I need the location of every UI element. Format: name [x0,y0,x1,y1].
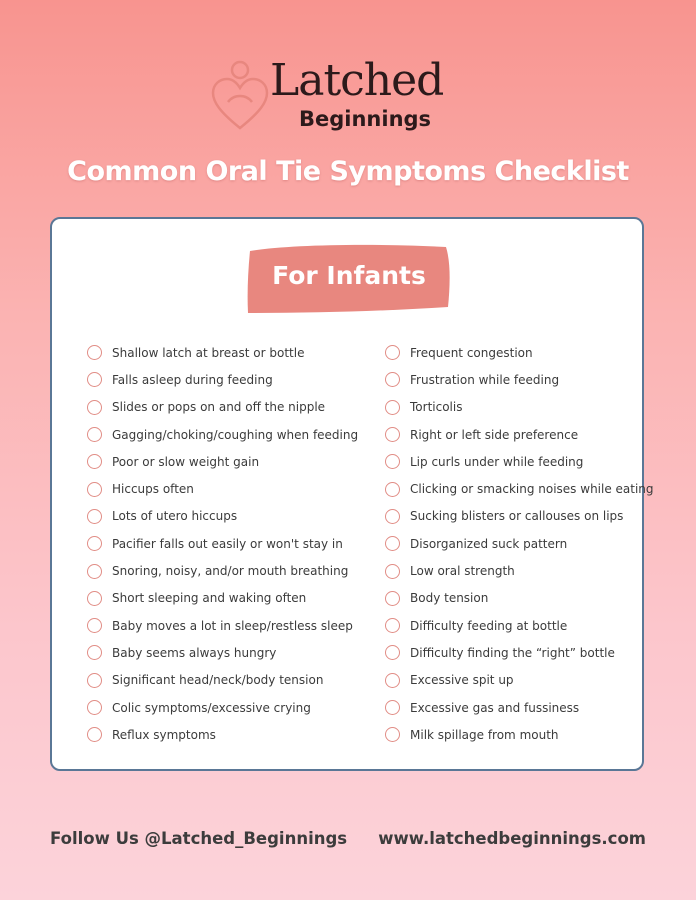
checkbox-circle-icon[interactable] [87,427,102,442]
checkbox-circle-icon[interactable] [87,727,102,742]
checklist-item[interactable] [385,530,654,557]
checklist-item[interactable] [87,585,358,612]
checklist-item-label: Baby seems always hungry [112,645,277,660]
checklist-item[interactable] [87,639,358,666]
checklist-item-label: Difficulty feeding at bottle [410,618,568,633]
checkbox-circle-icon[interactable] [385,645,400,660]
checklist-item[interactable] [385,639,654,666]
checklist-item-label: Excessive gas and fussiness [410,700,580,715]
checklist-item-label: Low oral strength [410,564,515,579]
checklist-item-label: Lots of utero hiccups [112,509,238,524]
checkbox-circle-icon[interactable] [87,673,102,688]
checklist-item-label: Pacifier falls out easily or won't stay in [112,536,343,551]
checklist-item-label: Body tension [410,591,489,606]
page-title: Common Oral Tie Symptoms Checklist [67,156,629,187]
checkbox-circle-icon[interactable] [87,482,102,497]
checklist-item[interactable] [87,667,358,694]
checklist-item-label: Slides or pops on and off the nipple [112,400,326,415]
checkbox-circle-icon[interactable] [385,427,400,442]
checklist-item-label: Short sleeping and waking often [112,591,307,606]
checklist-item-label: Lip curls under while feeding [410,454,584,469]
checklist-item-label: Shallow latch at breast or bottle [112,345,305,360]
checklist-item-label: Milk spillage from mouth [410,727,559,742]
checklist-item[interactable] [87,394,358,421]
checklist-item-label: Disorganized suck pattern [410,536,568,551]
checkbox-circle-icon[interactable] [87,454,102,469]
checklist-item[interactable] [87,339,358,366]
checklist-item-label: Hiccups often [112,482,194,497]
left-checklist [87,339,358,748]
checkbox-circle-icon[interactable] [87,345,102,360]
checkbox-circle-icon[interactable] [87,400,102,415]
checklist-item[interactable] [385,667,654,694]
right-checklist [385,339,654,748]
checklist-item[interactable] [87,612,358,639]
checklist-item-label: Excessive spit up [410,673,514,688]
brand-subname: Beginnings [299,107,432,131]
heart-person-icon [210,60,270,132]
checklist-item-label: Gagging/choking/coughing when feeding [112,427,359,442]
checklist-item-label: Difficulty finding the “right” bottle [410,645,615,660]
checkbox-circle-icon[interactable] [87,372,102,387]
checkbox-circle-icon[interactable] [385,536,400,551]
checklist-item[interactable] [385,585,654,612]
checklist-item-label: Torticolis [410,400,463,415]
checklist-item[interactable] [385,721,654,748]
checklist-item[interactable] [385,394,654,421]
checklist-item[interactable] [87,557,358,584]
checklist-item[interactable] [87,694,358,721]
checklist-item[interactable] [385,503,654,530]
checkbox-circle-icon[interactable] [385,727,400,742]
checklist-item[interactable] [385,448,654,475]
checklist-item[interactable] [385,557,654,584]
checkbox-circle-icon[interactable] [385,372,400,387]
checklist-item-label: Sucking blisters or callouses on lips [410,509,624,524]
checklist-item-label: Falls asleep during feeding [112,372,273,387]
section-banner [246,241,452,315]
checklist-item[interactable] [87,475,358,502]
checkbox-circle-icon[interactable] [87,509,102,524]
checkbox-circle-icon[interactable] [87,536,102,551]
checklist-item-label: Snoring, noisy, and/or mouth breathing [112,564,349,579]
checkbox-circle-icon[interactable] [87,591,102,606]
checklist-item[interactable] [87,721,358,748]
checklist-item[interactable] [385,421,654,448]
checklist-item-label: Reflux symptoms [112,727,216,742]
website-url: www.latchedbeginnings.com [378,829,646,848]
checkbox-circle-icon[interactable] [385,673,400,688]
checkbox-circle-icon[interactable] [87,564,102,579]
checklist-item[interactable] [87,503,358,530]
checklist-item-label: Frustration while feeding [410,372,560,387]
checklist-item-label: Right or left side preference [410,427,579,442]
checkbox-circle-icon[interactable] [385,454,400,469]
checkbox-circle-icon[interactable] [385,345,400,360]
social-handle: Follow Us @Latched_Beginnings [50,829,348,848]
checklist-item-label: Baby moves a lot in sleep/restless sleep [112,618,353,633]
checklist-item[interactable] [87,530,358,557]
checklist-item[interactable] [385,366,654,393]
checklist-item[interactable] [87,448,358,475]
checklist-item[interactable] [385,339,654,366]
checklist-item-label: Significant head/neck/body tension [112,673,324,688]
checklist-card [50,217,654,771]
brand-name: Latched [270,55,444,106]
checklist-item[interactable] [87,366,358,393]
checkbox-circle-icon[interactable] [87,645,102,660]
checkbox-circle-icon[interactable] [385,509,400,524]
checklist-item[interactable] [385,475,654,502]
checkbox-circle-icon[interactable] [385,618,400,633]
checkbox-circle-icon[interactable] [385,700,400,715]
checklist-item[interactable] [87,421,358,448]
brand-logo [210,55,460,140]
checklist-item-label: Frequent congestion [410,345,533,360]
checkbox-circle-icon[interactable] [87,618,102,633]
checklist-item[interactable] [385,612,654,639]
checklist-item-label: Colic symptoms/excessive crying [112,700,311,715]
checkbox-circle-icon[interactable] [385,564,400,579]
checklist-item-label: Clicking or smacking noises while eating [410,482,654,497]
checkbox-circle-icon[interactable] [87,700,102,715]
banner-title: For Infants [272,261,426,290]
checkbox-circle-icon[interactable] [385,482,400,497]
checkbox-circle-icon[interactable] [385,400,400,415]
checklist-item-label: Poor or slow weight gain [112,454,260,469]
checklist-item[interactable] [385,694,654,721]
checkbox-circle-icon[interactable] [385,591,400,606]
